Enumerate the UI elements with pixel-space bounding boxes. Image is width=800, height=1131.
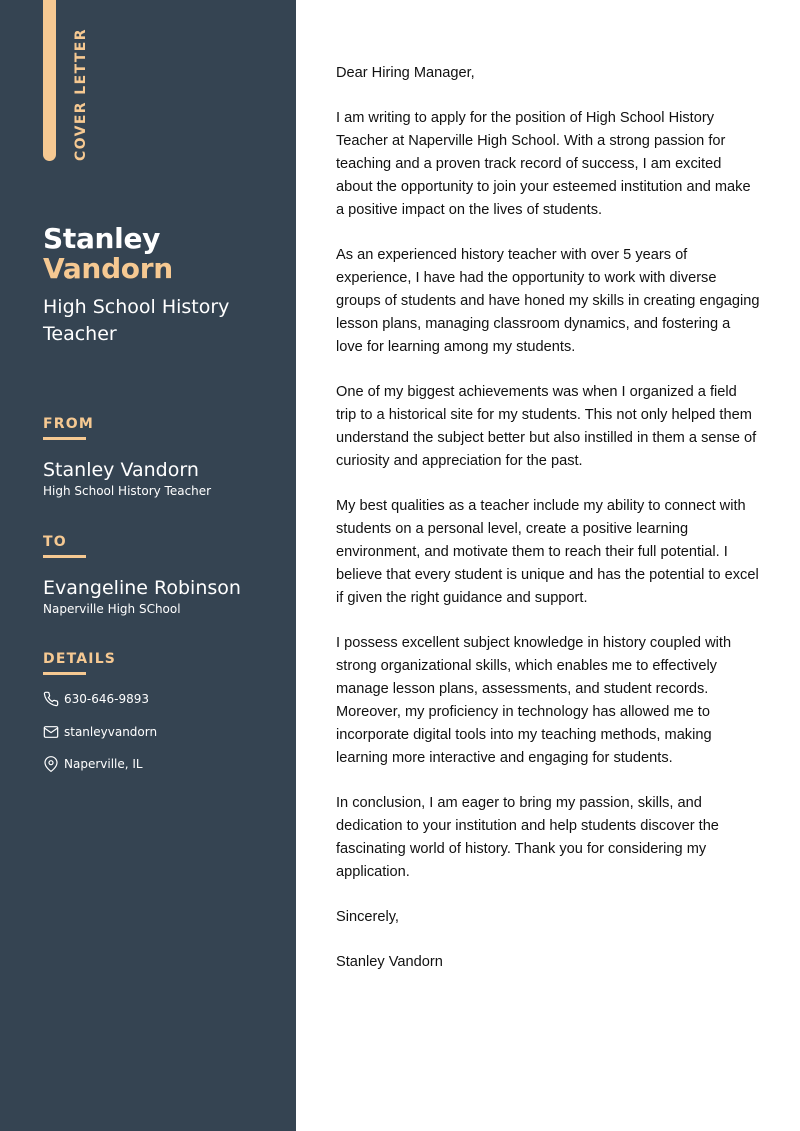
email-text: stanleyvandorn — [64, 724, 158, 739]
job-title: High School History Teacher — [43, 296, 230, 345]
to-heading: TO — [43, 534, 67, 550]
from-name: Stanley Vandorn — [43, 459, 199, 481]
email-row[interactable] — [43, 722, 283, 742]
letter-content — [296, 0, 800, 1131]
phone-icon — [43, 691, 59, 707]
cover-letter-label: COVER LETTER — [73, 28, 89, 161]
to-underline — [43, 555, 86, 558]
from-section — [43, 416, 283, 499]
paragraph-5: I possess excellent subject knowledge in history coupled with strong organizational skills, which enables me to effectively manage lesson plans, assessments, and student records. Moreover, my proficiency in technology has allowed me to incorporate digital tools into my teaching methods, making learning more interactive and engaging for students. — [336, 635, 732, 766]
from-heading: FROM — [43, 416, 94, 432]
to-subtitle: Naperville High SChool — [43, 602, 181, 616]
paragraph-2: As an experienced history teacher with over 5 years of experience, I have had the opportunity to work with diverse groups of students and have honed my skills in creating engaging lesson plans, managing classroom dynamics, and fostering a love for learning among my students. — [336, 247, 760, 355]
from-underline — [43, 437, 86, 440]
paragraph-4: My best qualities as a teacher include my ability to connect with students on a personal level, create a positive learning environment, and motivate them to reach their full potential. I believe that every student is unique and has the potential to excel if given the right guidance and support. — [336, 498, 759, 606]
salutation: Dear Hiring Manager, — [336, 65, 475, 81]
name-block — [43, 224, 283, 348]
location-text: Naperville, IL — [64, 757, 143, 771]
sidebar — [0, 0, 296, 1131]
phone-row[interactable] — [43, 689, 283, 709]
location-row[interactable] — [43, 754, 283, 774]
from-subtitle: High School History Teacher — [43, 484, 212, 498]
mail-icon — [43, 724, 59, 740]
paragraph-1: I am writing to apply for the position of High School History Teacher at Naperville High School. With a strong passion for teaching and a proven track record of success, I am excited about the opportunity to join your esteemed institution and make a positive impact on the lives of students. — [336, 110, 751, 218]
details-heading: DETAILS — [43, 651, 117, 667]
accent-bar — [43, 0, 56, 161]
location-pin-icon — [43, 756, 59, 772]
closing: Sincerely, — [336, 909, 399, 925]
to-name: Evangeline Robinson — [43, 577, 241, 599]
to-section — [43, 534, 283, 617]
phone-text: 630-646-9893 — [64, 692, 150, 706]
last-name: Vandorn — [43, 252, 173, 285]
paragraph-3: One of my biggest achievements was when I organized a field trip to a historical site for my students. This not only helped them understand the subject better but also instilled in them a sense of curiosity and appreciation for the past. — [336, 384, 757, 469]
signature: Stanley Vandorn — [336, 954, 443, 970]
first-name: Stanley — [43, 222, 161, 255]
letter-body — [336, 62, 761, 996]
paragraph-6: In conclusion, I am eager to bring my passion, skills, and dedication to your institution and help students discover the fascinating world of history. Thank you for considering my application. — [336, 795, 719, 880]
details-section — [43, 651, 283, 787]
